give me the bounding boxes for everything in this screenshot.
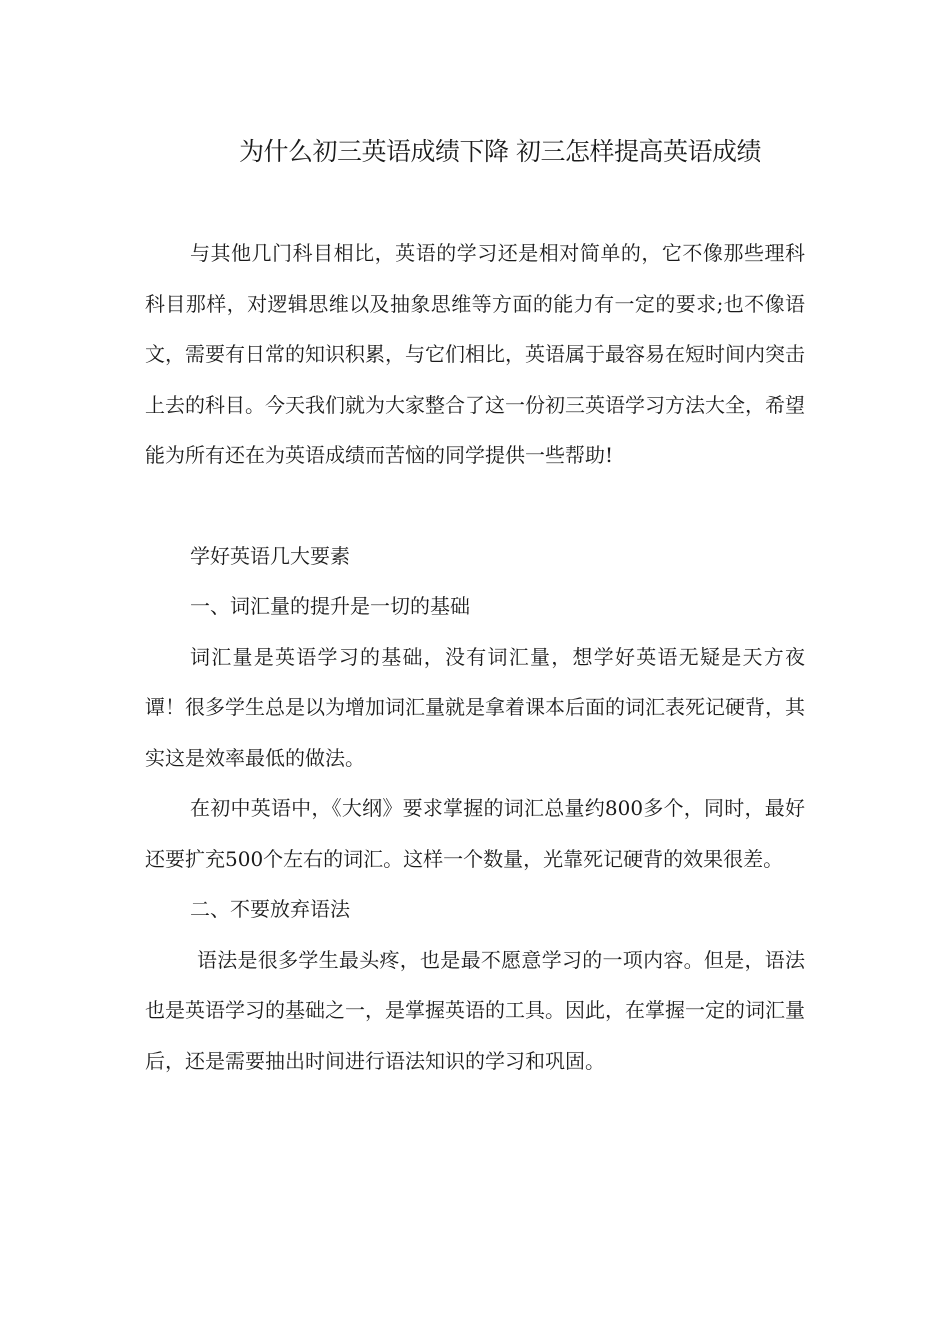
point2-heading: 二、不要放弃语法 xyxy=(190,897,350,921)
point1-heading: 一、词汇量的提升是一切的基础 xyxy=(190,594,470,618)
point2-paragraph-1: 语法是很多学生最头疼，也是最不愿意学习的一项内容。但是，语法也是英语学习的基础之一，是掌握英语的工具。因此，在掌握一定的词汇量后，还是需要抽出时间进行语法知识的学习和巩固。 xyxy=(145,947,805,1073)
paragraph-spacer xyxy=(145,481,805,531)
point1-paragraph-1: 词汇量是英语学习的基础，没有词汇量，想学好英语无疑是天方夜谭！很多学生总是以为增加词汇量就是拿着课本后面的词汇表死记硬背，其实这是效率最低的做法。 xyxy=(145,644,805,770)
section-heading: 学好英语几大要素 xyxy=(190,543,350,568)
document-body xyxy=(145,228,805,1086)
intro-paragraph: 与其他几门科目相比，英语的学习还是相对简单的，它不像那些理科科目那样，对逻辑思维以及抽象思维等方面的能力有一定的要求;也不像语文，需要有日常的知识积累，与它们相比，英语属于最容易在短时间内突击上去的科目。今天我们就为大家整合了这一份初三英语学习方法大全，希望能为所有还在为英语成绩而苦恼的同学提供一些帮助! xyxy=(145,241,805,467)
point1-paragraph-2: 在初中英语中，《大纲》要求掌握的词汇总量约800多个，同时，最好还要扩充500个左右的词汇。这样一个数量，光靠死记硬背的效果很差。 xyxy=(145,796,805,871)
page-title: 为什么初三英语成绩下降 初三怎样提高英语成绩 xyxy=(239,137,761,166)
